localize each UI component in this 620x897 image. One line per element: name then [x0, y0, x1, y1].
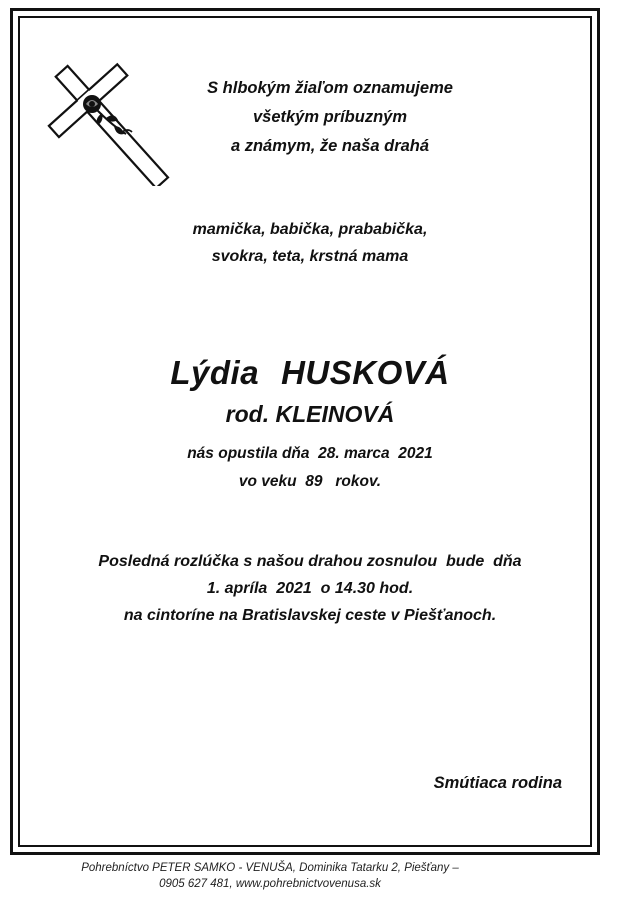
- surname: HUSKOVÁ: [281, 354, 450, 391]
- intro-line: S hlbokým žiaľom oznamujeme: [207, 79, 453, 97]
- intro-text: [150, 74, 510, 161]
- relations-line: svokra, teta, krstná mama: [211, 248, 409, 265]
- deceased-name: [0, 353, 620, 393]
- death-line: vo veku 89 rokov.: [238, 473, 382, 490]
- relations-text: [0, 216, 620, 270]
- farewell-line: na cintoríne na Bratislavskej ceste v Piešťanoch.: [123, 607, 497, 624]
- signature: Smútiaca rodina: [433, 774, 562, 792]
- farewell-details: [0, 548, 620, 629]
- footer-line: 0905 627 481, www.pohrebnictvovenusa.sk: [159, 878, 381, 890]
- death-line: nás opustila dňa 28. marca 2021: [187, 445, 433, 462]
- intro-line: všetkým príbuzným: [252, 108, 408, 126]
- relations-line: mamička, babička, prababička,: [192, 221, 428, 238]
- footer-line: Pohrebníctvo PETER SAMKO - VENUŠA, Dominika Tatarku 2, Piešťany –: [81, 862, 459, 874]
- maiden-name: rod. KLEINOVÁ: [225, 401, 395, 427]
- funeral-home-footer: [0, 860, 540, 892]
- farewell-line: Posledná rozlúčka s našou drahou zosnulou bude dňa: [98, 553, 522, 570]
- first-name: Lýdia: [170, 354, 260, 391]
- intro-line: a známym, že naša drahá: [230, 137, 430, 155]
- death-details: [0, 440, 620, 496]
- farewell-line: 1. apríla 2021 o 14.30 hod.: [206, 580, 414, 597]
